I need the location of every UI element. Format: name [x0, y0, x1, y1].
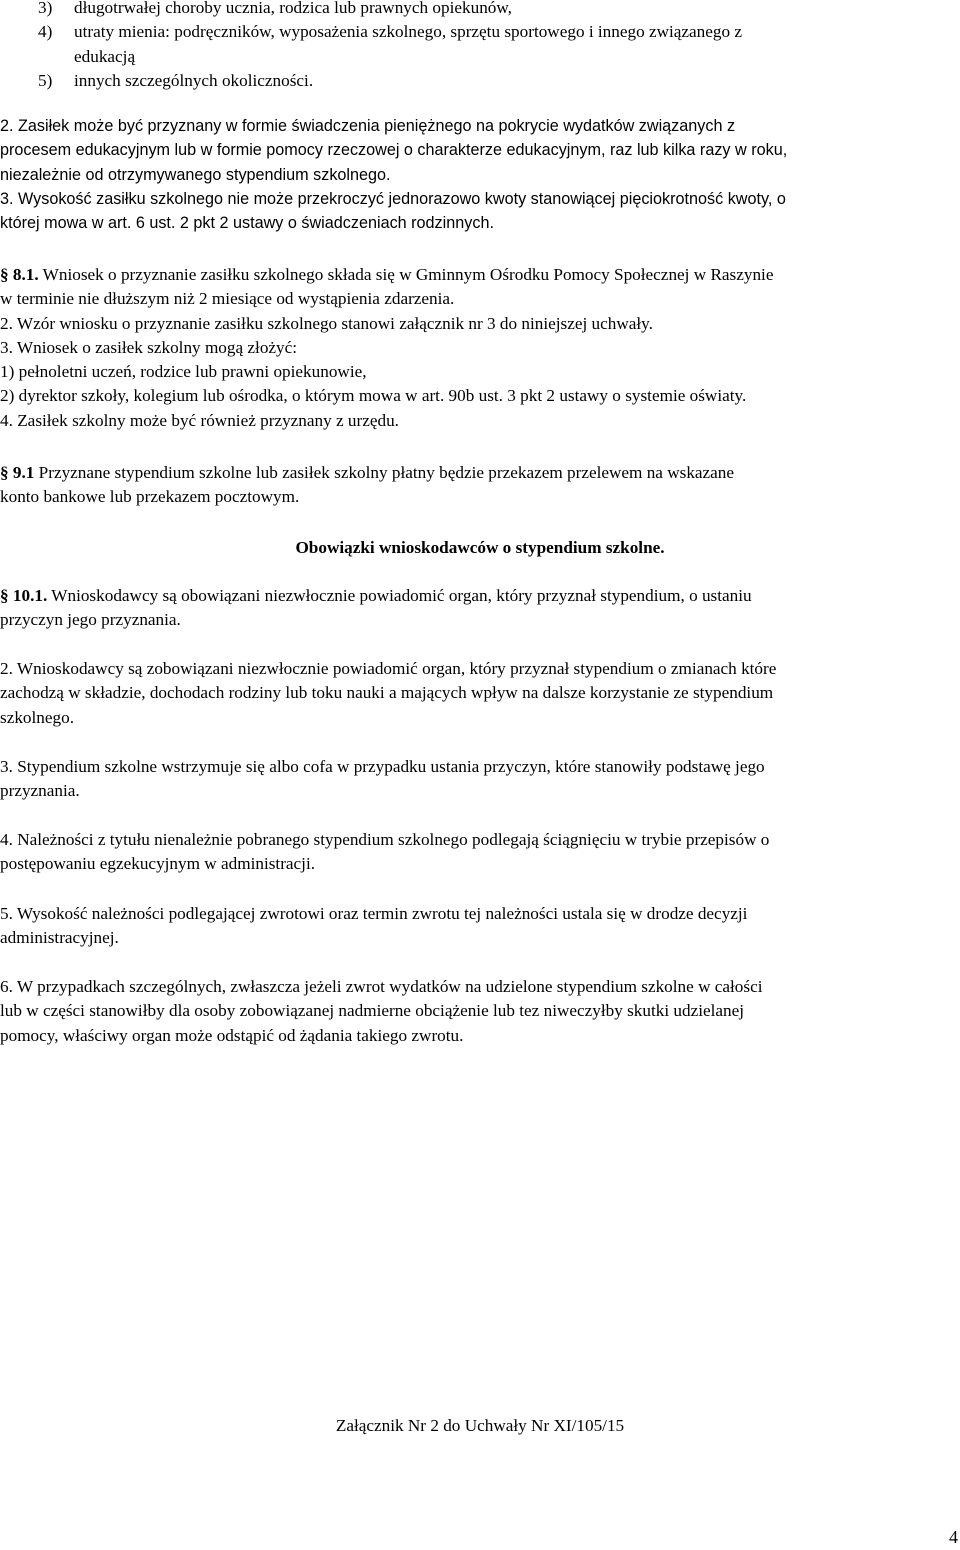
page-number: 4 [949, 1527, 958, 1547]
paragraph-line: 3. Wysokość zasiłku szkolnego nie może przekroczyć jednorazowo kwoty stanowiącej pięciokrotność kwoty, o [0, 189, 786, 208]
paragraph-line: lub w części stanowiłby dla osoby zobowiązanej nadmierne obciążenie lub tez niweczyłby skutki udzielanej [0, 1001, 745, 1021]
paragraph-line: niezależnie od otrzymywanego stypendium szkolnego. [0, 165, 391, 184]
paragraph-line: przyczyn jego przyznania. [0, 610, 181, 630]
section-8 [0, 263, 955, 433]
section-10 [0, 584, 955, 633]
section-marker: § 9. [0, 463, 26, 482]
list-item: 4) utraty mienia: podręczników, wyposażenia szkolnego, sprzętu sportowego i innego związanego z [38, 22, 743, 42]
paragraph-line: procesem edukacyjnym lub w formie pomocy rzeczowej o charakterze edukacyjnym, raz lub kilka razy w roku, [0, 141, 788, 160]
paragraph-line: przyznania. [0, 781, 80, 801]
paragraph-line: 2. Wzór wniosku o przyznanie zasiłku szkolnego stanowi załącznik nr 3 do niniejszej uchwały. [0, 313, 653, 333]
section-9-first-line: § 9.1 Przyznane stypendium szkolne lub zasiłek szkolny płatny będzie przekazem przelewem na wskazane [0, 463, 735, 482]
paragraph-line: zachodzą w składzie, dochodach rodziny lub toku nauki a mających wpływ na dalsze korzystanie ze stypendium [0, 683, 774, 703]
list-item-continuation: edukacją [74, 46, 136, 66]
section-8-first-line: § 8.1. Wniosek o przyznanie zasiłku szkolnego składa się w Gminnym Ośrodku Pomocy Społecznej w Raszynie [0, 265, 774, 284]
list-item: 3) długotrwałej choroby ucznia, rodzica lub prawnych opiekunów, [38, 0, 512, 17]
paragraph-line: pomocy, właściwy organ może odstąpić od żądania takiego zwrotu. [0, 1025, 464, 1045]
section-heading: Obowiązki wnioskodawców o stypendium szkolne. [295, 538, 665, 557]
paragraph-line: 6. W przypadkach szczególnych, zwłaszcza jeżeli zwrot wydatków na udzielone stypendium szkolne w całości [0, 977, 763, 996]
annex-caption: Załącznik Nr 2 do Uchwały Nr XI/105/15 [335, 1416, 625, 1435]
paragraph-line: której mowa w art. 6 ust. 2 pkt 2 ustawy o świadczeniach rodzinnych. [0, 214, 494, 233]
section-10-paragraph-2 [0, 657, 955, 730]
paragraph-line: 5. Wysokość należności podlegającej zwrotowi oraz termin zwrotu tej należności ustala się w drodze decyzji [0, 904, 748, 923]
section-marker: § 8. [0, 265, 26, 284]
paragraph-line: konto bankowe lub przekazem pocztowym. [0, 487, 300, 507]
paragraph-line: administracyjnej. [0, 928, 119, 948]
section-marker: § 10. [0, 586, 35, 605]
list-continued [38, 0, 938, 93]
section-10-first-line: § 10.1. Wnioskodawcy są obowiązani niezwłocznie powiadomić organ, który przyznał stypendium, o ustaniu [0, 586, 752, 605]
section-10-paragraph-6 [0, 975, 955, 1048]
paragraph-line: 3. Stypendium szkolne wstrzymuje się albo cofa w przypadku ustania przyczyn, które stanowiły podstawę jego [0, 757, 765, 776]
paragraph-line: postępowaniu egzekucyjnym w administracji. [0, 854, 316, 874]
list-item: 1) pełnoletni uczeń, rodzice lub prawni opiekunowie, [0, 362, 367, 382]
section-10-paragraph-4 [0, 828, 955, 877]
paragraph-line: szkolnego. [0, 707, 74, 727]
section-10-paragraph-5 [0, 902, 955, 951]
paragraph-line: 4. Należności z tytułu nienależnie pobranego stypendium szkolnego podlegają ściągnięciu w trybie przepisów o [0, 830, 770, 849]
section-9 [0, 461, 955, 510]
paragraph-line: 3. Wniosek o zasiłek szkolny mogą złożyć: [0, 337, 298, 357]
paragraph-line: 2. Zasiłek może być przyznany w formie świadczenia pieniężnego na pokrycie wydatków związanych z [0, 117, 736, 135]
paragraph-line: w terminie nie dłuższym niż 2 miesiące od wystąpienia zdarzenia. [0, 289, 455, 309]
section-7-body [0, 114, 955, 235]
section-10-paragraph-3 [0, 755, 955, 804]
paragraph-line: 2. Wnioskodawcy są zobowiązani niezwłocznie powiadomić organ, który przyznał stypendium o zmianach które [0, 659, 777, 678]
list-item: 5) innych szczególnych okoliczności. [38, 70, 314, 90]
list-item: 2) dyrektor szkoły, kolegium lub ośrodka, o którym mowa w art. 90b ust. 3 pkt 2 ustawy o systemie oświaty. [0, 386, 747, 406]
paragraph-line: 4. Zasiłek szkolny może być również przyznany z urzędu. [0, 410, 399, 430]
